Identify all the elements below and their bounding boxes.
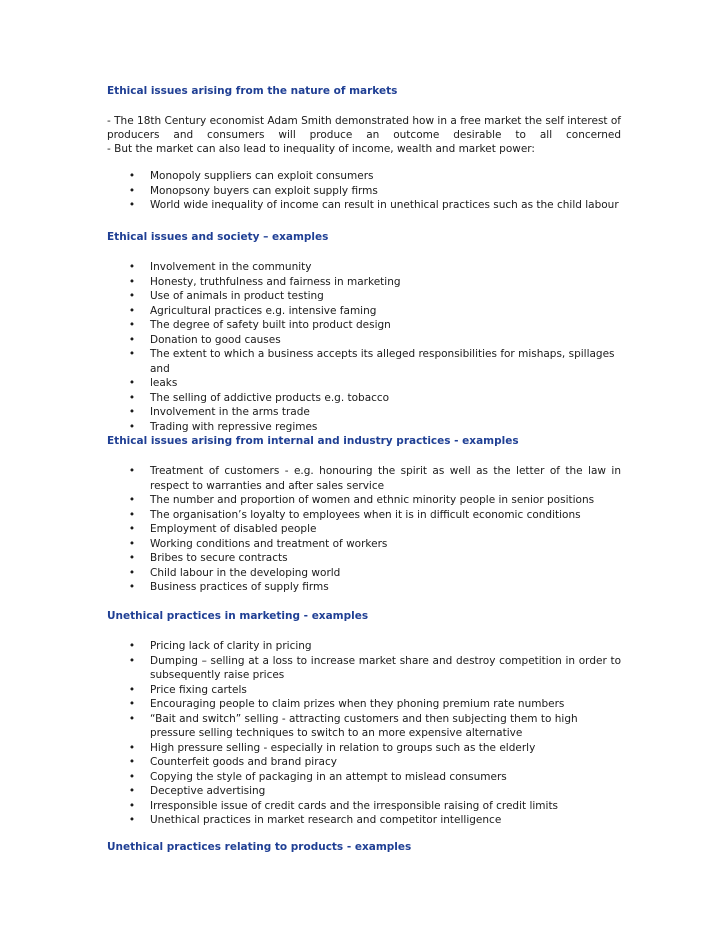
section-markets	[107, 84, 621, 213]
bullet-icon: •	[128, 406, 136, 418]
bullet-icon: •	[128, 770, 136, 783]
bullet-icon: •	[128, 184, 136, 197]
paragraph: - But the market can also lead to inequality of income, wealth and market power:	[107, 143, 535, 155]
list-item: • Involvement in the arms trade	[128, 406, 310, 418]
list-item: • Bribes to secure contracts	[128, 552, 288, 564]
list-item: • Counterfeit goods and brand piracy	[128, 756, 337, 768]
bullet-icon: •	[128, 581, 136, 593]
section-marketing	[107, 609, 621, 828]
bullet-list	[107, 169, 621, 213]
bullet-icon: •	[128, 537, 136, 550]
list-item: • Agricultural practices e.g. intensive faming	[128, 304, 377, 317]
bullet-icon: •	[128, 566, 136, 579]
list-item: • “Bait and switch” selling - attracting customers and then subjecting them to high pressure selling techniques to switch to an more expensive alternative	[128, 712, 578, 739]
bullet-icon: •	[128, 170, 136, 182]
list-item: • Trading with repressive regimes	[128, 420, 318, 433]
bullet-icon: •	[128, 420, 136, 433]
bullet-icon: •	[128, 319, 136, 331]
bullet-icon: •	[128, 199, 136, 211]
list-item: • High pressure selling - especially in relation to groups such as the elderly	[128, 741, 536, 754]
section-internal-practices	[107, 434, 621, 595]
list-item: • Employment of disabled people	[128, 523, 317, 535]
bullet-icon: •	[128, 799, 136, 812]
bullet-icon: •	[128, 465, 136, 477]
bullet-icon: •	[128, 654, 136, 667]
bullet-icon: •	[128, 698, 136, 710]
list-item: • Price fixing cartels	[128, 683, 247, 696]
list-item: • leaks	[128, 377, 178, 389]
list-item: • The extent to which a business accepts its alleged responsibilities for mishaps, spillages and	[128, 348, 615, 375]
list-item: • World wide inequality of income can result in unethical practices such as the child labour	[128, 199, 619, 211]
bullet-list	[107, 260, 621, 434]
list-item: • The number and proportion of women and ethnic minority people in senior positions	[128, 494, 595, 506]
list-item: • Working conditions and treatment of workers	[128, 537, 388, 550]
list-item: • Monopoly suppliers can exploit consumers	[128, 170, 374, 182]
list-item: • The organisation’s loyalty to employees when it is in difficult economic conditions	[128, 508, 581, 521]
list-item: • Business practices of supply firms	[128, 581, 329, 593]
bullet-icon: •	[128, 290, 136, 302]
list-item: • Involvement in the community	[128, 261, 312, 273]
list-item: • Pricing lack of clarity in pricing	[128, 640, 312, 652]
bullet-icon: •	[128, 494, 136, 506]
list-item: • Donation to good causes	[128, 333, 281, 346]
list-item: • Honesty, truthfulness and fairness in marketing	[128, 275, 401, 288]
section-heading: Unethical practices relating to products - examples	[107, 841, 412, 853]
paragraph: - The 18th Century economist Adam Smith demonstrated how in a free market the self interest of producers and consumers will produce an outcome desirable to all concerned	[107, 115, 621, 141]
bullet-icon: •	[128, 377, 136, 389]
section-society	[107, 230, 621, 434]
list-item: • The degree of safety built into product design	[128, 319, 391, 331]
bullet-icon: •	[128, 785, 136, 797]
bullet-icon: •	[128, 261, 136, 273]
bullet-list	[107, 639, 621, 828]
list-item: • Deceptive advertising	[128, 785, 266, 797]
list-item: • Dumping – selling at a loss to increase market share and destroy competition in order to subsequently raise prices	[128, 654, 621, 681]
bullet-icon: •	[128, 814, 136, 826]
bullet-icon: •	[128, 640, 136, 652]
bullet-icon: •	[128, 712, 136, 725]
list-item: • The selling of addictive products e.g. tobacco	[128, 391, 390, 404]
list-item: • Unethical practices in market research and competitor intelligence	[128, 814, 502, 826]
list-item: • Encouraging people to claim prizes when they phoning premium rate numbers	[128, 698, 565, 710]
bullet-icon: •	[128, 683, 136, 696]
bullet-icon: •	[128, 523, 136, 535]
bullet-icon: •	[128, 741, 136, 754]
bullet-icon: •	[128, 508, 136, 521]
bullet-icon: •	[128, 304, 136, 317]
list-item: • Irresponsible issue of credit cards and the irresponsible raising of credit limits	[128, 799, 559, 812]
bullet-icon: •	[128, 552, 136, 564]
list-item: • Use of animals in product testing	[128, 290, 324, 302]
bullet-icon: •	[128, 756, 136, 768]
bullet-icon: •	[128, 275, 136, 288]
list-item: • Treatment of customers - e.g. honouring the spirit as well as the letter of the law in respect to warranties and after sales service	[128, 465, 621, 492]
section-heading: Ethical issues arising from internal and industry practices - examples	[107, 435, 519, 447]
list-item: • Child labour in the developing world	[128, 566, 341, 579]
list-item: • Copying the style of packaging in an attempt to mislead consumers	[128, 770, 507, 783]
list-item: • Monopsony buyers can exploit supply firms	[128, 184, 378, 197]
section-heading: Ethical issues arising from the nature of markets	[107, 85, 398, 97]
bullet-icon: •	[128, 391, 136, 404]
bullet-list	[107, 464, 621, 595]
bullet-icon: •	[128, 348, 136, 360]
bullet-icon: •	[128, 333, 136, 346]
section-heading: Ethical issues and society – examples	[107, 231, 329, 243]
section-products	[107, 840, 621, 854]
section-heading: Unethical practices in marketing - examples	[107, 610, 369, 622]
